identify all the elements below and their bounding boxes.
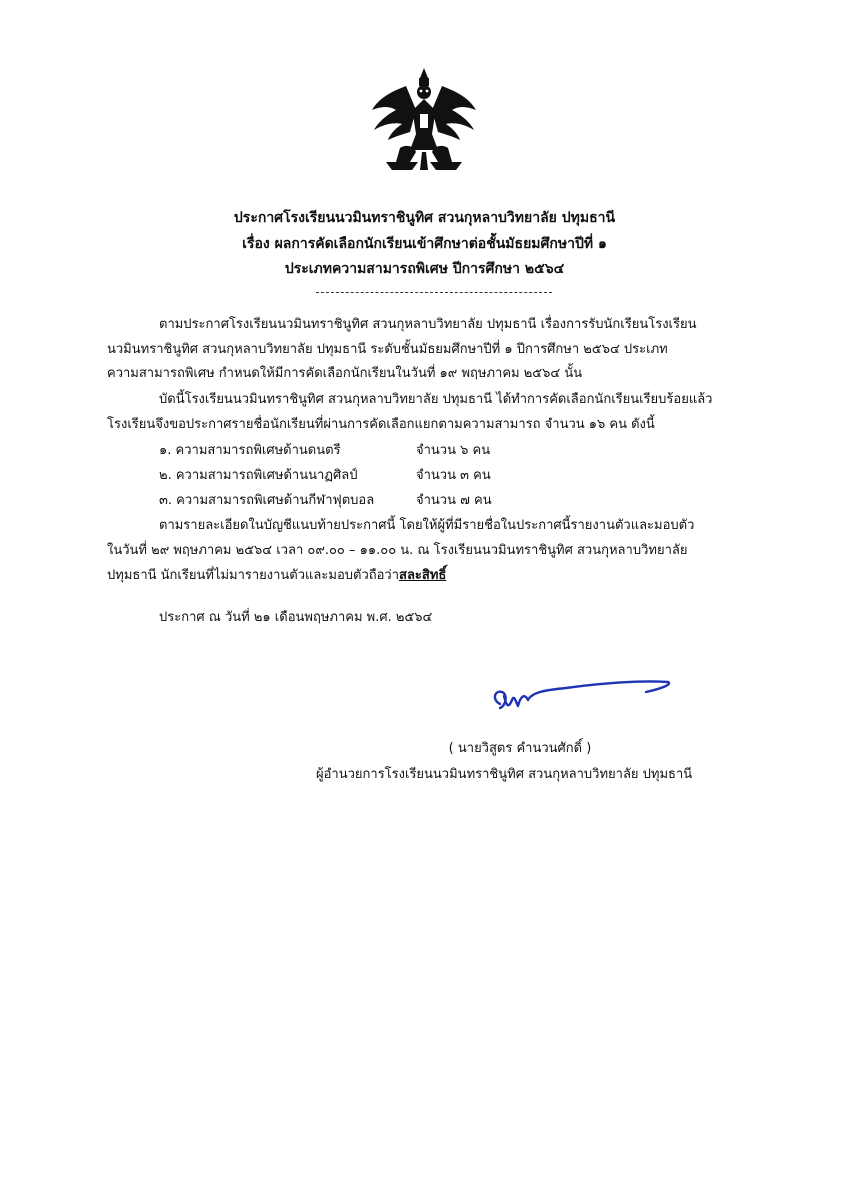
signatory-position: ผู้อำนวยการโรงเรียนนวมินทราชินูทิศ สวนกุหลาบวิทยาลัย ปทุมธานี	[316, 767, 693, 782]
list-item-label: ๓. ความสามารถพิเศษด้านกีฬาฟุตบอล	[159, 493, 375, 508]
paragraph-2-line-2: โรงเรียนจึงขอประกาศรายชื่อนักเรียนที่ผ่านการคัดเลือกแยกตามความสามารถ จำนวน ๑๖ คน ดังนี้	[107, 417, 655, 432]
divider	[316, 292, 552, 293]
handwritten-signature	[486, 670, 676, 722]
announcement-date: ประกาศ ณ วันที่ ๒๑ เดือนพฤษภาคม พ.ศ. ๒๕๖๔	[159, 610, 433, 625]
list-item-count: จำนวน ๖ คน	[416, 443, 491, 458]
list-item-count: จำนวน ๓ คน	[416, 468, 491, 483]
announcement-title: ประกาศโรงเรียนนวมินทราชินูทิศ สวนกุหลาบวิทยาลัย ปทุมธานี	[233, 210, 616, 226]
announcement-category: ประเภทความสามารถพิเศษ ปีการศึกษา ๒๕๖๔	[284, 261, 565, 277]
list-item-count: จำนวน ๗ คน	[416, 493, 492, 508]
paragraph-1-line-3: ความสามารถพิเศษ กำหนดให้มีการคัดเลือกนักเรียนในวันที่ ๑๙ พฤษภาคม ๒๕๖๔ นั้น	[107, 366, 583, 381]
paragraph-1-line-2: นวมินทราชินูทิศ สวนกุหลาบวิทยาลัย ปทุมธานี ระดับชั้นมัธยมศึกษาปีที่ ๑ ปีการศึกษา ๒๕๖๔ ประเภท	[107, 342, 668, 357]
paragraph-3-line-3	[107, 565, 446, 587]
forfeit-term: สละสิทธิ์	[399, 568, 447, 583]
announcement-subject: เรื่อง ผลการคัดเลือกนักเรียนเข้าศึกษาต่อชั้นมัธยมศึกษาปีที่ ๑	[242, 236, 607, 252]
garuda-emblem-icon	[366, 66, 482, 174]
paragraph-3-text: ปทุมธานี นักเรียนที่ไม่มารายงานตัวและมอบตัวถือว่า	[107, 568, 400, 583]
signatory-name: ( นายวิสูตร คำนวนศักดิ์ )	[448, 741, 592, 756]
list-item-label: ๒. ความสามารถพิเศษด้านนาฏศิลป์	[159, 468, 358, 483]
paragraph-3-line-1: ตามรายละเอียดในบัญชีแนบท้ายประกาศนี้ โดยให้ผู้ที่มีรายชื่อในประกาศนี้รายงานตัวและมอบตัว	[159, 518, 695, 533]
list-item-label: ๑. ความสามารถพิเศษด้านดนตรี	[159, 443, 341, 458]
paragraph-2-line-1: บัดนี้โรงเรียนนวมินทราชินูทิศ สวนกุหลาบวิทยาลัย ปทุมธานี ได้ทำการคัดเลือกนักเรียนเรียบร้อยแล้ว	[159, 392, 713, 407]
paragraph-1-line-1: ตามประกาศโรงเรียนนวมินทราชินูทิศ สวนกุหลาบวิทยาลัย ปทุมธานี เรื่องการรับนักเรียนโรงเรียน	[159, 317, 697, 332]
paragraph-3-line-2: ในวันที่ ๒๙ พฤษภาคม ๒๕๖๔ เวลา ๐๙.๐๐ – ๑๑.๐๐ น. ณ โรงเรียนนวมินทราชินูทิศ สวนกุหลาบวิทยาลัย	[107, 543, 688, 558]
